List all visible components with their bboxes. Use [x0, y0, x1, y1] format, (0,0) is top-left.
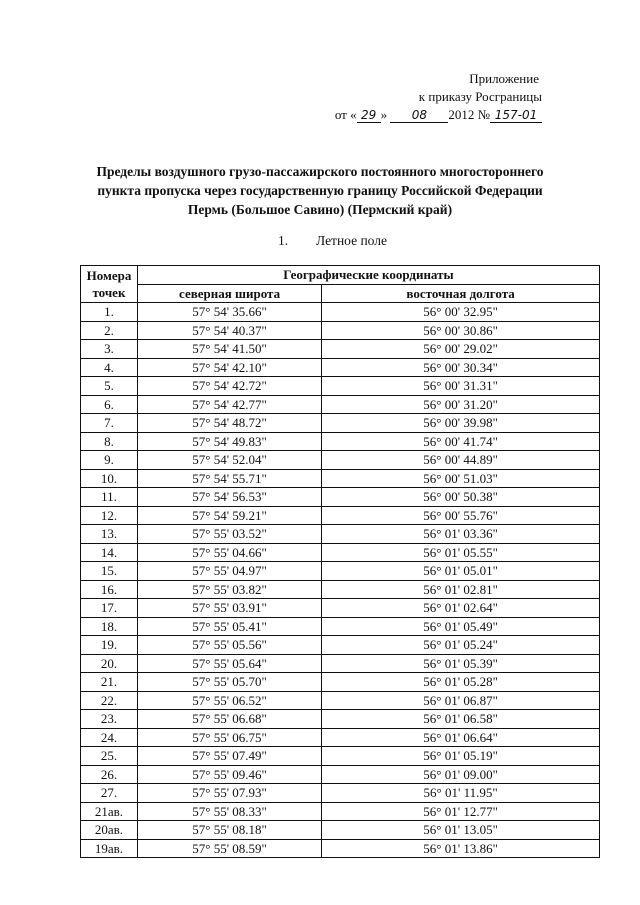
point-number-cell: 13.	[81, 525, 138, 544]
latitude-cell: 57° 55' 07.49"	[137, 747, 321, 766]
table-row	[81, 543, 600, 562]
point-number-cell: 14.	[81, 543, 138, 562]
appendix-header	[335, 70, 542, 124]
latitude-cell: 57° 55' 07.93"	[137, 784, 321, 803]
point-number-cell: 12.	[81, 506, 138, 525]
point-number-cell: 21ав.	[81, 802, 138, 821]
latitude-cell: 57° 54' 56.53"	[137, 488, 321, 507]
longitude-cell: 56° 01' 03.36"	[322, 525, 600, 544]
point-number-cell: 4.	[81, 358, 138, 377]
table-row	[81, 599, 600, 618]
point-number-cell: 27.	[81, 784, 138, 803]
point-number-cell: 6.	[81, 395, 138, 414]
handwritten-day: 29	[357, 108, 381, 123]
latitude-cell: 57° 55' 03.82"	[137, 580, 321, 599]
latitude-cell: 57° 54' 59.21"	[137, 506, 321, 525]
longitude-cell: 56° 00' 55.76"	[322, 506, 600, 525]
table-row	[81, 414, 600, 433]
point-number-cell: 16.	[81, 580, 138, 599]
table-row	[81, 488, 600, 507]
table-row	[81, 728, 600, 747]
longitude-cell: 56° 01' 05.19"	[322, 747, 600, 766]
header-point-number-line1: Номера	[86, 268, 132, 283]
point-number-cell: 20ав.	[81, 821, 138, 840]
latitude-cell: 57° 54' 42.10"	[137, 358, 321, 377]
longitude-cell: 56° 01' 05.55"	[322, 543, 600, 562]
table-row	[81, 691, 600, 710]
latitude-cell: 57° 55' 09.46"	[137, 765, 321, 784]
point-number-cell: 19.	[81, 636, 138, 655]
handwritten-order-number: 157-01	[490, 108, 542, 123]
point-number-cell: 23.	[81, 710, 138, 729]
point-number-cell: 9.	[81, 451, 138, 470]
document-title	[40, 162, 600, 219]
section-heading	[278, 233, 387, 249]
table-row	[81, 802, 600, 821]
coordinates-rows	[81, 303, 600, 858]
longitude-cell: 56° 01' 06.87"	[322, 691, 600, 710]
point-number-cell: 19ав.	[81, 839, 138, 858]
latitude-cell: 57° 55' 05.56"	[137, 636, 321, 655]
longitude-cell: 56° 01' 11.95"	[322, 784, 600, 803]
longitude-cell: 56° 00' 31.20"	[322, 395, 600, 414]
latitude-cell: 57° 54' 55.71"	[137, 469, 321, 488]
table-row	[81, 710, 600, 729]
appendix-title: Приложение	[469, 71, 539, 86]
table-row	[81, 654, 600, 673]
longitude-cell: 56° 00' 51.03"	[322, 469, 600, 488]
point-number-cell: 2.	[81, 321, 138, 340]
table-row	[81, 747, 600, 766]
latitude-cell: 57° 55' 04.97"	[137, 562, 321, 581]
longitude-cell: 56° 00' 31.31"	[322, 377, 600, 396]
point-number-cell: 7.	[81, 414, 138, 433]
date-prefix: от «	[334, 107, 357, 122]
point-number-cell: 5.	[81, 377, 138, 396]
longitude-cell: 56° 01' 05.28"	[322, 673, 600, 692]
latitude-cell: 57° 54' 35.66"	[137, 303, 321, 322]
longitude-cell: 56° 00' 41.74"	[322, 432, 600, 451]
table-row	[81, 395, 600, 414]
table-row	[81, 469, 600, 488]
longitude-cell: 56° 01' 12.77"	[322, 802, 600, 821]
appendix-order-ref: к приказу Росграницы	[418, 89, 542, 104]
latitude-cell: 57° 54' 42.72"	[137, 377, 321, 396]
longitude-cell: 56° 00' 30.34"	[322, 358, 600, 377]
longitude-cell: 56° 00' 44.89"	[322, 451, 600, 470]
longitude-cell: 56° 01' 13.05"	[322, 821, 600, 840]
latitude-cell: 57° 54' 48.72"	[137, 414, 321, 433]
latitude-cell: 57° 55' 08.59"	[137, 839, 321, 858]
point-number-cell: 20.	[81, 654, 138, 673]
point-number-cell: 26.	[81, 765, 138, 784]
table-row	[81, 636, 600, 655]
longitude-cell: 56° 01' 05.49"	[322, 617, 600, 636]
latitude-cell: 57° 55' 05.64"	[137, 654, 321, 673]
table-row	[81, 765, 600, 784]
latitude-cell: 57° 55' 06.52"	[137, 691, 321, 710]
point-number-cell: 10.	[81, 469, 138, 488]
table-row	[81, 377, 600, 396]
latitude-cell: 57° 55' 03.52"	[137, 525, 321, 544]
table-row	[81, 321, 600, 340]
longitude-cell: 56° 00' 39.98"	[322, 414, 600, 433]
header-geo-coordinates: Географические координаты	[137, 266, 599, 285]
order-year: 2012	[448, 107, 475, 122]
table-row	[81, 506, 600, 525]
longitude-cell: 56° 01' 05.39"	[322, 654, 600, 673]
latitude-cell: 57° 55' 08.18"	[137, 821, 321, 840]
latitude-cell: 57° 54' 41.50"	[137, 340, 321, 359]
point-number-cell: 25.	[81, 747, 138, 766]
latitude-cell: 57° 55' 08.33"	[137, 802, 321, 821]
latitude-cell: 57° 55' 06.68"	[137, 710, 321, 729]
table-row	[81, 821, 600, 840]
longitude-cell: 56° 01' 09.00"	[322, 765, 600, 784]
coordinates-table	[80, 265, 600, 858]
longitude-cell: 56° 01' 05.01"	[322, 562, 600, 581]
header-point-number-line2: точек	[92, 285, 126, 300]
longitude-cell: 56° 01' 02.64"	[322, 599, 600, 618]
longitude-cell: 56° 01' 02.81"	[322, 580, 600, 599]
point-number-cell: 24.	[81, 728, 138, 747]
table-row	[81, 432, 600, 451]
point-number-cell: 17.	[81, 599, 138, 618]
latitude-cell: 57° 54' 42.77"	[137, 395, 321, 414]
header-latitude: северная широта	[137, 284, 321, 303]
title-line-2: пункта пропуска через государственную границу Российской Федерации	[97, 183, 543, 198]
number-sign: №	[477, 107, 490, 122]
section-label: Летное поле	[316, 233, 387, 248]
longitude-cell: 56° 01' 06.64"	[322, 728, 600, 747]
longitude-cell: 56° 01' 05.24"	[322, 636, 600, 655]
section-number: 1.	[278, 233, 289, 248]
point-number-cell: 1.	[81, 303, 138, 322]
table-row	[81, 580, 600, 599]
point-number-cell: 8.	[81, 432, 138, 451]
longitude-cell: 56° 00' 32.95"	[322, 303, 600, 322]
title-line-3: Пермь (Большое Савино) (Пермский край)	[187, 202, 453, 217]
longitude-cell: 56° 00' 30.86"	[322, 321, 600, 340]
latitude-cell: 57° 54' 40.37"	[137, 321, 321, 340]
latitude-cell: 57° 55' 05.70"	[137, 673, 321, 692]
table-row	[81, 451, 600, 470]
table-row	[81, 525, 600, 544]
point-number-cell: 15.	[81, 562, 138, 581]
latitude-cell: 57° 54' 52.04"	[137, 451, 321, 470]
latitude-cell: 57° 54' 49.83"	[137, 432, 321, 451]
latitude-cell: 57° 55' 05.41"	[137, 617, 321, 636]
table-row	[81, 617, 600, 636]
table-row	[81, 340, 600, 359]
longitude-cell: 56° 01' 06.58"	[322, 710, 600, 729]
latitude-cell: 57° 55' 04.66"	[137, 543, 321, 562]
handwritten-month: 08	[390, 108, 448, 123]
latitude-cell: 57° 55' 06.75"	[137, 728, 321, 747]
point-number-cell: 11.	[81, 488, 138, 507]
point-number-cell: 22.	[81, 691, 138, 710]
longitude-cell: 56° 00' 29.02"	[322, 340, 600, 359]
date-day-suffix: »	[380, 107, 388, 122]
table-row	[81, 562, 600, 581]
title-line-1: Пределы воздушного грузо-пассажирского постоянного многостороннего	[96, 164, 544, 179]
header-point-number	[81, 266, 138, 303]
header-longitude: восточная долгота	[322, 284, 600, 303]
latitude-cell: 57° 55' 03.91"	[137, 599, 321, 618]
table-row	[81, 784, 600, 803]
point-number-cell: 18.	[81, 617, 138, 636]
order-date-number	[335, 106, 542, 124]
table-row	[81, 673, 600, 692]
longitude-cell: 56° 01' 13.86"	[322, 839, 600, 858]
longitude-cell: 56° 00' 50.38"	[322, 488, 600, 507]
table-row	[81, 358, 600, 377]
table-row	[81, 303, 600, 322]
point-number-cell: 21.	[81, 673, 138, 692]
point-number-cell: 3.	[81, 340, 138, 359]
table-row	[81, 839, 600, 858]
